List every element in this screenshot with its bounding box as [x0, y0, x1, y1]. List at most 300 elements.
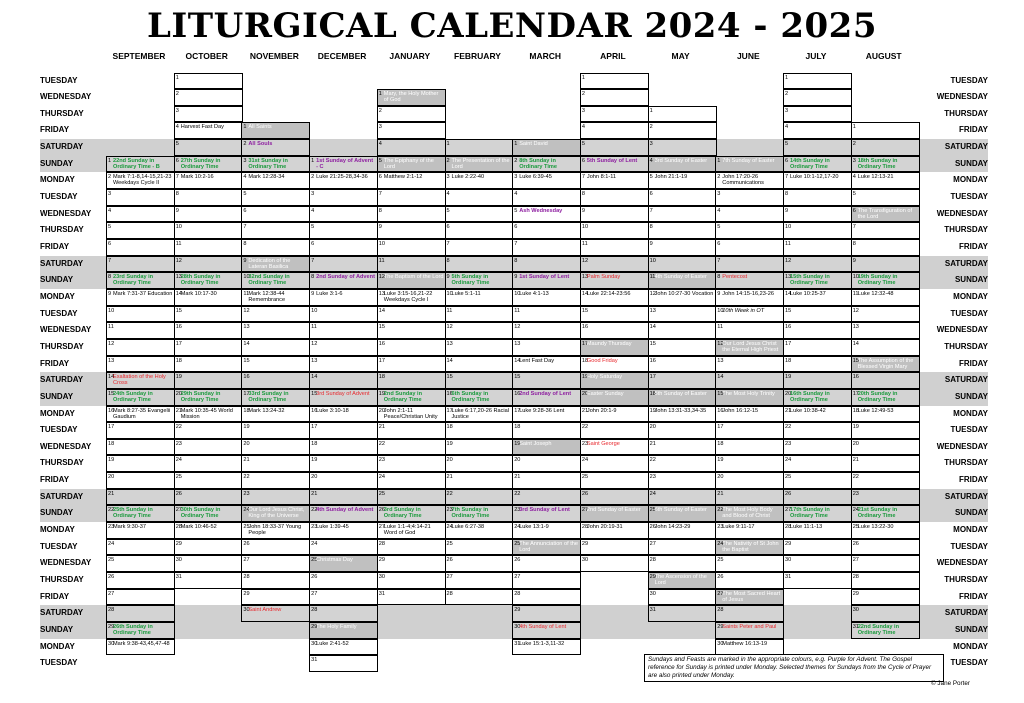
day-entry: 10th Week in OT: [722, 307, 765, 314]
month-header: DECEMBER: [317, 51, 367, 61]
day-entry: 2nd Sunday of Lent: [519, 390, 572, 397]
weekday-label-right: SUNDAY: [954, 275, 988, 285]
day-cell: [309, 272, 378, 289]
day-cell: [241, 122, 310, 139]
day-cell: [580, 73, 649, 90]
day-cell: [648, 589, 717, 606]
weekday-label-left: SATURDAY: [40, 258, 84, 268]
day-cell: [445, 222, 514, 239]
day-entry: Luke 6:39-45: [519, 174, 552, 181]
day-cell: [783, 372, 852, 389]
day-number: 18: [175, 357, 182, 364]
day-number: 25: [785, 474, 792, 481]
day-number: 13: [852, 324, 859, 331]
day-cell: [580, 322, 649, 339]
day-number: 11: [581, 241, 588, 247]
day-number: 2: [852, 141, 856, 148]
day-cell: [445, 239, 514, 256]
day-entry: 2nd Sunday of Easter: [586, 507, 641, 514]
day-number: 30: [514, 623, 521, 630]
day-entry: John 8:1-11: [586, 174, 617, 181]
day-cell: [783, 172, 852, 189]
day-number: 19: [514, 440, 521, 447]
day-entry: 7th Sunday in Ordinary Time: [451, 507, 490, 520]
day-number: 19: [108, 457, 115, 464]
day-cell: [715, 272, 784, 289]
day-entry: All Souls: [248, 141, 273, 148]
day-cell: [106, 605, 175, 622]
day-cell: [445, 422, 514, 439]
day-cell: [106, 156, 175, 173]
day-cell: [783, 339, 852, 356]
day-number: 28: [108, 607, 115, 614]
day-number: 15: [446, 374, 453, 381]
day-cell: [648, 489, 717, 506]
weekday-label-left: TUESDAY: [40, 308, 78, 318]
day-number: 1: [717, 157, 721, 164]
day-number: 26: [785, 490, 792, 497]
day-number: 23: [717, 524, 724, 531]
day-cell: [106, 406, 175, 423]
day-number: 22: [311, 507, 318, 514]
day-cell: [377, 572, 446, 589]
day-entry: The Transfiguration of the Lord: [857, 207, 913, 220]
day-number: 16: [378, 340, 386, 347]
day-entry: John 20:19-31: [586, 524, 623, 531]
day-cell: [512, 622, 581, 639]
weekday-label-left: WEDNESDAY: [40, 325, 92, 335]
day-number: 12: [108, 340, 115, 347]
day-number: 31: [311, 657, 318, 664]
day-cell: [580, 539, 649, 556]
day-cell: [851, 139, 920, 156]
day-cell: [174, 156, 243, 173]
day-number: 4: [852, 174, 856, 181]
day-cell: [241, 522, 310, 539]
day-cell: [648, 455, 717, 472]
day-number: 10: [717, 307, 724, 314]
day-entry: 5th Sunday of Easter: [654, 390, 707, 397]
weekday-label-right: TUESDAY: [950, 75, 988, 85]
page-title: LITURGICAL CALENDAR 2024 - 2025: [147, 6, 877, 46]
day-entry: 4th Sunday of Advent: [316, 507, 374, 514]
day-entry: John 16:12-15: [722, 407, 759, 414]
day-number: 28: [378, 540, 386, 547]
day-number: 27: [649, 540, 656, 547]
day-number: 22: [852, 474, 859, 481]
day-entry: Luke 10:25-37: [790, 290, 826, 297]
day-cell: [241, 206, 310, 223]
day-number: 12: [717, 340, 724, 347]
day-number: 28: [175, 524, 182, 531]
day-entry: Saint Andrew: [248, 607, 282, 614]
day-number: 16: [581, 324, 589, 331]
day-entry: Luke 15:1-3,11-32: [519, 640, 565, 647]
day-entry: Luke 1:1-4;4:14-21 Word of God: [383, 524, 431, 537]
day-number: 21: [311, 490, 318, 497]
day-number: 11: [852, 290, 859, 297]
day-cell: [851, 439, 920, 456]
day-cell: [309, 339, 378, 356]
day-entry: John 17:20-26 Communications: [722, 174, 764, 187]
day-number: 13: [581, 274, 589, 281]
weekday-label-right: MONDAY: [953, 175, 988, 185]
day-entry: The Assumption of the Blessed Virgin Mary: [857, 357, 914, 370]
day-number: 18: [243, 407, 250, 414]
day-number: 26: [175, 490, 182, 497]
day-number: 25: [175, 474, 182, 481]
day-cell: [241, 489, 310, 506]
weekday-label-left: SUNDAY: [40, 158, 74, 168]
day-cell: [241, 306, 310, 323]
day-entry: Saints Peter and Paul: [722, 623, 777, 630]
day-cell: [174, 139, 243, 156]
day-cell: [512, 139, 581, 156]
day-entry: The Ascension of the Lord: [654, 574, 707, 586]
weekday-label-right: TUESDAY: [950, 658, 988, 668]
day-cell: [377, 156, 446, 173]
day-cell: [445, 505, 514, 522]
day-number: 30: [581, 557, 589, 564]
day-number: 9: [649, 241, 653, 247]
day-entry: The Epiphany of the Lord: [383, 157, 434, 170]
day-number: 20: [243, 440, 250, 447]
day-number: 23: [852, 490, 859, 497]
day-cell: [783, 455, 852, 472]
day-number: 26: [852, 540, 859, 547]
day-cell: [580, 389, 649, 406]
day-cell: [106, 489, 175, 506]
day-number: 16: [243, 374, 250, 381]
day-number: 22: [175, 424, 182, 431]
day-entry: Mark 12:28-34: [248, 174, 285, 181]
weekday-label-left: MONDAY: [40, 175, 75, 185]
day-entry: Mark 10:17-30: [180, 290, 217, 297]
day-number: 19: [717, 457, 724, 464]
day-cell: [512, 389, 581, 406]
day-number: 10: [446, 290, 453, 297]
day-cell: [512, 256, 581, 273]
day-cell: [715, 256, 784, 273]
day-cell: [106, 455, 175, 472]
weekday-label-left: THURSDAY: [40, 575, 84, 584]
weekday-label-left: THURSDAY: [40, 108, 84, 118]
day-cell: [377, 555, 446, 572]
day-cell: [309, 189, 378, 206]
day-cell: [309, 289, 378, 306]
day-cell: [309, 206, 378, 223]
day-cell: [241, 372, 310, 389]
day-entry: 31st Sunday in Ordinary Time: [248, 157, 288, 170]
day-cell: [715, 572, 784, 589]
day-entry: The Most Holy Trinity: [722, 390, 775, 397]
day-number: 6: [649, 191, 653, 198]
day-cell: [648, 222, 717, 239]
day-cell: [512, 156, 581, 173]
day-number: 4: [446, 191, 450, 198]
day-cell: [445, 372, 514, 389]
day-cell: [783, 89, 852, 106]
day-cell: [174, 339, 243, 356]
day-entry: Luke 12:32-48: [857, 290, 894, 297]
day-number: 27: [311, 590, 318, 597]
day-number: 24: [717, 540, 724, 547]
day-entry: The Baptism of the Lord: [383, 274, 444, 281]
day-number: 6: [785, 157, 789, 164]
day-number: 18: [311, 440, 318, 447]
day-cell: [512, 439, 581, 456]
day-number: 21: [446, 474, 453, 481]
day-number: 13: [108, 357, 115, 364]
day-entry: 23rd Sunday in Ordinary Time: [113, 274, 154, 287]
day-cell: [309, 555, 378, 572]
day-number: 18: [446, 424, 453, 431]
day-number: 1: [581, 74, 586, 81]
day-entry: 3rd Sunday in Ordinary Time: [383, 507, 422, 520]
day-entry: Luke 4:1-13: [519, 290, 549, 297]
day-cell: [309, 222, 378, 239]
day-cell: [174, 239, 243, 256]
day-number: 21: [243, 457, 250, 464]
day-number: 25: [717, 557, 724, 564]
day-number: 15: [785, 307, 792, 314]
day-cell: [783, 505, 852, 522]
day-cell: [241, 156, 310, 173]
day-entry: 27th Sunday in Ordinary Time: [180, 157, 221, 170]
day-cell: [241, 439, 310, 456]
day-number: 21: [108, 490, 115, 497]
day-cell: [851, 622, 920, 639]
day-cell: [241, 406, 310, 423]
day-number: 17: [311, 424, 318, 431]
day-number: 24: [311, 540, 318, 547]
day-entry: Mark 9:30-37: [113, 524, 146, 531]
day-cell: [512, 222, 581, 239]
day-cell: [648, 605, 717, 622]
day-cell: [174, 73, 243, 90]
day-number: 13: [649, 307, 656, 314]
weekday-label-right: TUESDAY: [950, 192, 988, 202]
day-number: 23: [108, 524, 115, 531]
day-number: 22: [581, 424, 589, 431]
weekday-label-right: FRIDAY: [958, 358, 988, 368]
day-number: 2: [446, 157, 450, 164]
day-number: 19: [581, 374, 589, 381]
day-cell: [241, 139, 310, 156]
day-number: 31: [175, 574, 182, 580]
weekday-label-left: SUNDAY: [40, 391, 74, 401]
day-cell: [715, 356, 784, 373]
day-cell: [174, 106, 243, 123]
day-cell: [512, 339, 581, 356]
day-number: 17: [108, 424, 115, 431]
day-entry: Luke 21:25-28,34-36: [316, 174, 368, 181]
month-header: JANUARY: [389, 51, 431, 61]
day-cell: [648, 356, 717, 373]
day-number: 5: [514, 207, 518, 214]
day-number: 29: [852, 590, 859, 597]
day-number: 16: [175, 324, 182, 331]
day-entry: Luke 10:38-42: [790, 407, 826, 414]
day-entry: 1st Sunday of Advent - C: [316, 157, 374, 170]
day-number: 2: [581, 91, 586, 98]
day-entry: John 18:33-37 Young People: [248, 524, 302, 537]
day-entry: Saint David: [519, 141, 548, 148]
day-cell: [851, 239, 920, 256]
day-number: 17: [581, 340, 589, 347]
day-cell: [648, 339, 717, 356]
day-cell: [445, 256, 514, 273]
day-cell: [309, 422, 378, 439]
day-entry: 22nd Sunday in Ordinary Time: [857, 623, 900, 636]
day-cell: [377, 222, 446, 239]
day-number: 27: [785, 507, 792, 514]
month-header: MAY: [671, 51, 690, 61]
day-number: 7: [785, 174, 789, 181]
day-cell: [851, 555, 920, 572]
day-number: 20: [649, 424, 656, 431]
day-cell: [445, 472, 514, 489]
day-entry: Luke 12:49-53: [857, 407, 894, 414]
weekday-label-left: THURSDAY: [40, 225, 84, 235]
day-number: 25: [446, 540, 453, 547]
day-entry: John 13:31-33,34-35: [654, 407, 707, 414]
day-number: 13: [514, 340, 521, 347]
weekday-label-left: SATURDAY: [40, 142, 84, 152]
day-cell: [512, 572, 581, 589]
day-number: 30: [108, 640, 115, 647]
day-number: 13: [717, 357, 724, 364]
day-cell: [377, 589, 446, 606]
day-entry: Luke 3:1-6: [316, 290, 343, 297]
day-number: 20: [446, 457, 453, 464]
day-number: 19: [852, 424, 859, 431]
day-cell: [445, 489, 514, 506]
day-entry: Easter Sunday: [586, 390, 624, 397]
day-number: 4: [649, 157, 653, 164]
day-number: 3: [649, 141, 653, 148]
day-number: 5: [243, 191, 247, 198]
day-cell: [174, 272, 243, 289]
day-cell: [241, 539, 310, 556]
weekday-label-left: FRIDAY: [40, 125, 70, 135]
day-number: 10: [378, 241, 386, 247]
day-entry: 15th Sunday in Ordinary Time: [790, 274, 830, 287]
day-cell: [445, 272, 514, 289]
day-number: 1: [378, 91, 382, 98]
day-cell: [512, 555, 581, 572]
day-number: 23: [581, 440, 589, 447]
day-number: 7: [514, 241, 518, 247]
day-entry: Mary, the Holy Mother of God: [383, 91, 439, 104]
day-cell: [512, 472, 581, 489]
day-number: 8: [852, 241, 856, 247]
day-number: 29: [785, 540, 792, 547]
day-cell: [377, 372, 446, 389]
day-cell: [580, 89, 649, 106]
day-cell: [377, 206, 446, 223]
day-cell: [106, 622, 175, 639]
day-number: 21: [514, 474, 521, 481]
day-number: 6: [108, 241, 112, 247]
day-entry: The Annunciation of the Lord: [519, 540, 578, 553]
month-header: JUNE: [736, 51, 760, 61]
day-cell: [580, 406, 649, 423]
day-cell: [512, 455, 581, 472]
day-number: 25: [514, 540, 521, 547]
day-number: 10: [649, 257, 656, 264]
day-cell: [851, 272, 920, 289]
day-cell: [241, 572, 310, 589]
day-cell: [715, 222, 784, 239]
day-number: 3: [852, 157, 856, 164]
day-cell: [106, 472, 175, 489]
day-number: 4: [108, 207, 112, 214]
weekday-label-right: SUNDAY: [954, 508, 988, 518]
day-number: 22: [446, 490, 453, 497]
day-cell: [648, 172, 717, 189]
day-number: 2: [311, 174, 315, 181]
day-number: 20: [378, 407, 386, 414]
day-number: 15: [175, 307, 182, 314]
day-cell: [715, 239, 784, 256]
day-cell: [648, 372, 717, 389]
day-cell: [377, 489, 446, 506]
day-number: 19: [446, 440, 453, 447]
day-number: 24: [108, 540, 115, 547]
day-cell: [783, 306, 852, 323]
day-cell: [309, 472, 378, 489]
day-number: 21: [852, 457, 859, 464]
day-cell: [851, 156, 920, 173]
day-number: 9: [852, 257, 856, 264]
day-entry: The Most Sacred Heart of Jesus: [722, 590, 781, 603]
day-cell: [106, 189, 175, 206]
day-entry: Maundy Thursday: [586, 340, 632, 347]
day-entry: Exaltation of the Holy Cross: [113, 374, 166, 387]
day-cell: [309, 406, 378, 423]
day-number: 12: [378, 274, 386, 281]
day-cell: [580, 289, 649, 306]
day-number: 26: [514, 557, 521, 564]
month-header: FEBRUARY: [454, 51, 501, 61]
day-cell: [241, 589, 310, 606]
day-number: 15: [311, 390, 318, 397]
day-number: 24: [514, 524, 521, 531]
day-number: 29: [649, 574, 656, 580]
day-entry: Luke 9:28-36 Lent: [519, 407, 565, 414]
day-number: 18: [649, 390, 656, 397]
day-cell: [106, 322, 175, 339]
weekday-label-right: MONDAY: [953, 408, 988, 418]
day-number: 7: [649, 207, 653, 214]
day-entry: Ash Wednesday: [519, 207, 563, 214]
day-entry: Luke 5:1-11: [451, 290, 481, 297]
day-cell: [580, 122, 649, 139]
day-cell: [377, 422, 446, 439]
day-number: 26: [446, 557, 453, 564]
day-cell: [377, 289, 446, 306]
weekday-label-right: WEDNESDAY: [936, 558, 988, 568]
day-number: 1: [514, 141, 518, 148]
weekday-label-left: FRIDAY: [40, 242, 70, 251]
day-number: 5: [717, 224, 721, 231]
day-number: 14: [108, 374, 115, 381]
day-number: 18: [514, 424, 521, 431]
day-entry: Luke 1:39-45: [316, 524, 349, 531]
day-number: 12: [446, 324, 453, 331]
day-number: 17: [378, 357, 386, 364]
